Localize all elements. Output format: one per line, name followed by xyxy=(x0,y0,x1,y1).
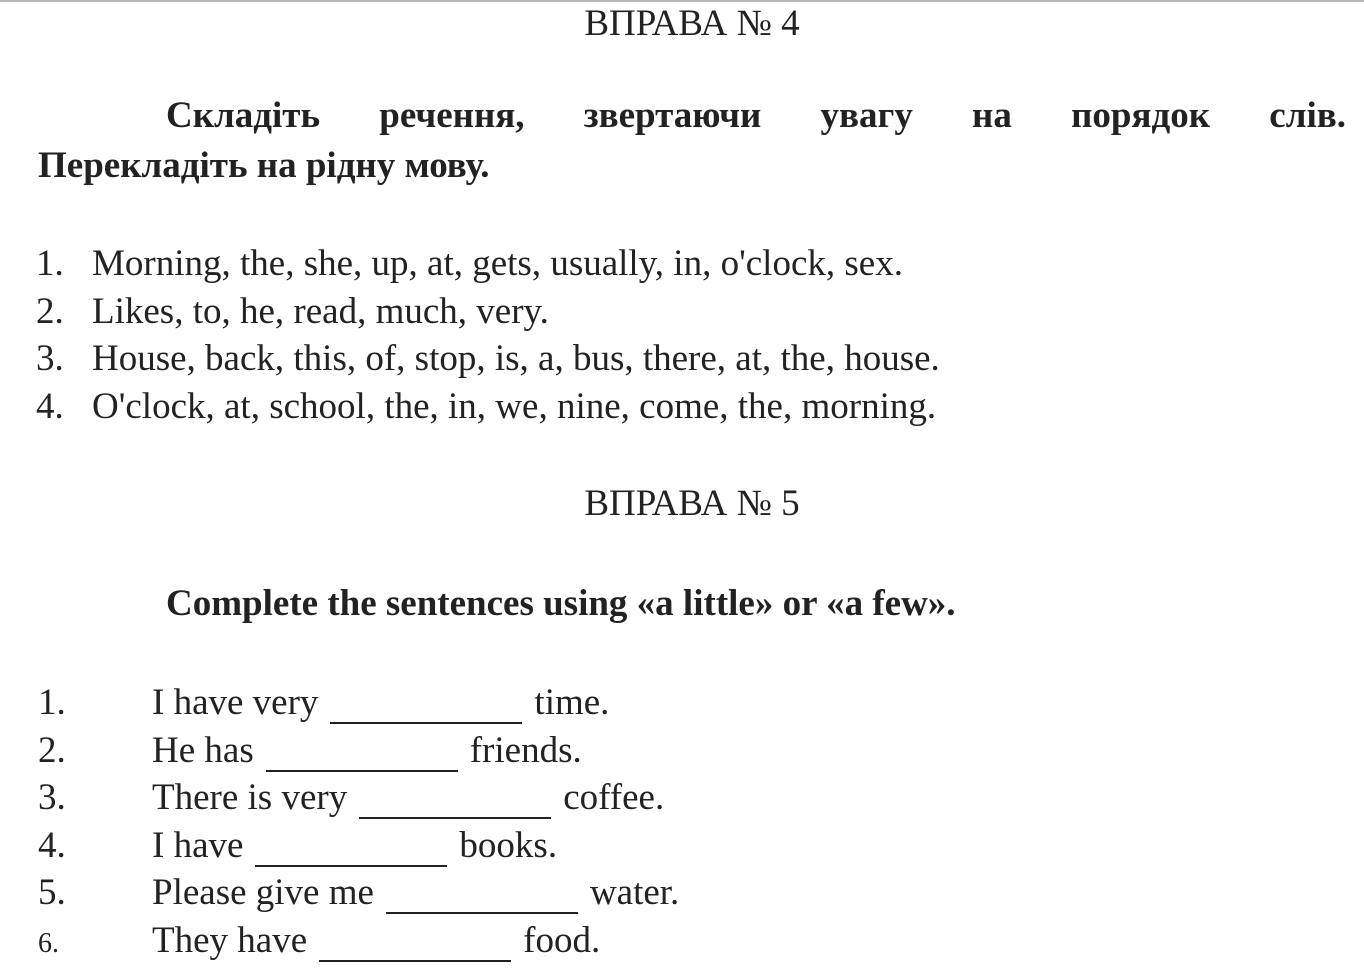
exercise-5-instruction: Complete the sentences using «a little» or «a few». xyxy=(166,583,956,624)
exercise-4-list xyxy=(36,240,940,430)
sentence-end: time. xyxy=(534,682,610,723)
sentence-start: I have xyxy=(152,824,244,866)
item-number: 5. xyxy=(38,872,66,913)
list-item xyxy=(38,821,679,869)
instruction-word: слів. xyxy=(1269,95,1346,136)
answer-blank[interactable] xyxy=(359,783,551,819)
list-item xyxy=(38,773,679,821)
list-item xyxy=(36,335,940,383)
list-item xyxy=(38,678,679,726)
exercise-4-instruction-line2: Перекладіть на рідну мову. xyxy=(38,145,490,186)
sentence-end: water. xyxy=(589,872,680,913)
item-number: 1. xyxy=(38,682,66,723)
list-item xyxy=(38,726,679,774)
answer-blank[interactable] xyxy=(319,926,511,962)
instruction-word: увагу xyxy=(820,95,913,136)
item-number: 4. xyxy=(36,385,64,427)
sentence-start: Please give me xyxy=(152,872,374,913)
item-text: O'clock, at, school, the, in, we, nine, come, the, morning. xyxy=(92,385,937,427)
item-number: 1. xyxy=(36,243,64,284)
sentence-start: They have xyxy=(152,919,308,961)
list-item xyxy=(38,868,679,916)
instruction-word: Складіть xyxy=(166,95,321,136)
exercise-5-list xyxy=(38,678,679,963)
item-number: 4. xyxy=(38,824,66,866)
sentence-start: There is very xyxy=(152,777,348,818)
item-text: Likes, to, he, read, much, very. xyxy=(92,290,549,332)
exercise-5-heading: ВПРАВА № 5 xyxy=(584,483,800,524)
sentence-end: food. xyxy=(523,919,601,961)
item-number: 3. xyxy=(36,338,64,379)
sentence-end: books. xyxy=(459,824,558,866)
list-item xyxy=(36,240,940,288)
list-item xyxy=(36,383,940,431)
sentence-start: He has xyxy=(152,729,254,771)
answer-blank[interactable] xyxy=(266,736,458,772)
sentence-end: coffee. xyxy=(563,777,665,818)
item-number: 3. xyxy=(38,777,66,818)
answer-blank[interactable] xyxy=(386,878,578,914)
answer-blank[interactable] xyxy=(255,831,447,867)
instruction-word: порядок xyxy=(1071,95,1211,136)
list-item xyxy=(36,288,940,336)
item-text: House, back, this, of, stop, is, a, bus, there, at, the, house. xyxy=(92,338,940,379)
item-text: Morning, the, she, up, at, gets, usually, in, o'clock, sex. xyxy=(92,243,903,284)
item-number: 2. xyxy=(38,729,66,771)
exercise-4-instruction xyxy=(166,94,1346,138)
answer-blank[interactable] xyxy=(330,688,522,724)
item-number: 2. xyxy=(36,290,64,332)
instruction-word: звертаючи xyxy=(583,95,762,136)
sentence-end: friends. xyxy=(469,729,582,771)
instruction-word: речення, xyxy=(379,95,525,136)
item-number: 6. xyxy=(38,927,59,959)
sentence-start: I have very xyxy=(152,682,319,723)
exercise-4-heading: ВПРАВА № 4 xyxy=(584,3,800,44)
instruction-word: на xyxy=(972,95,1012,136)
list-item xyxy=(38,916,679,964)
